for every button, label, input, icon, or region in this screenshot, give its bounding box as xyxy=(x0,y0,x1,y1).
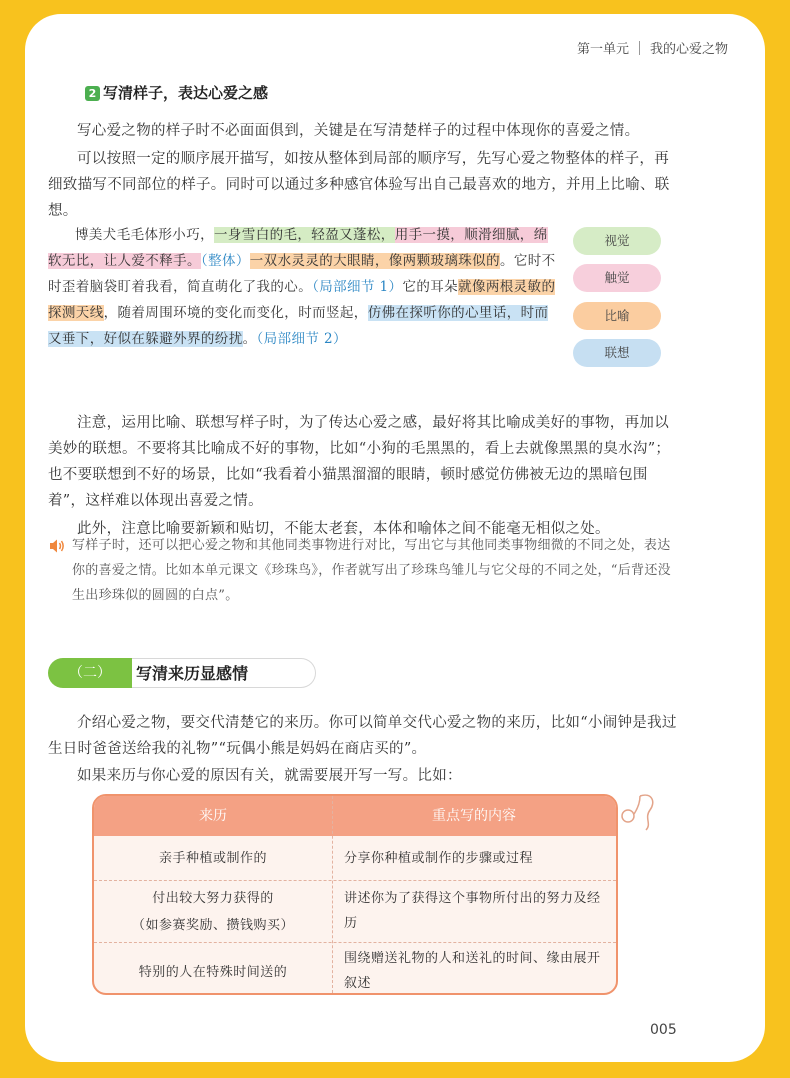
speaker-icon xyxy=(48,538,66,554)
legend-metaphor: 比喻 xyxy=(573,302,661,330)
paragraph: 如果来历与你心爱的原因有关，就需要展开写一写。比如： xyxy=(77,768,462,784)
note-detail-1: （局部细节 1） xyxy=(312,279,403,295)
highlight-metaphor: 就像两根灵敏的探测天线 xyxy=(48,279,556,321)
paragraph: 写心爱之物的样子时不必面面俱到，关键是在写清楚样子的过程中体现你的喜爱之情。 xyxy=(77,123,640,139)
sample-text: 。它时不时歪着脑袋盯着我看，简直萌化了我的心。 xyxy=(48,253,556,295)
highlight-association: 仿佛在探听你的心里话，时而又垂下，好似在躲避外界的纷扰 xyxy=(48,305,549,347)
column-divider xyxy=(332,796,333,993)
section-2-title: 写清来历显感情 xyxy=(132,658,316,688)
note-overall: （整体） xyxy=(200,253,250,269)
tag-decoration-icon xyxy=(600,784,660,844)
table-header-origin: 来历 xyxy=(199,808,227,824)
section-heading-text: 写清样子，表达心爱之感 xyxy=(103,84,269,102)
table-cell-content: 围绕赠送礼物的人和送礼的时间、缘由展开叙述 xyxy=(344,951,601,991)
legend-touch: 触觉 xyxy=(573,264,661,292)
tip-text: 写样子时，还可以把心爱之物和其他同类事物进行对比，写出它与其他同类事物细微的不同之处，表达你的喜爱之情。比如本单元课文《珍珠鸟》，作者就写出了珍珠鸟雏儿与它父母的不同之处，“后背还没生出珍珠似的圆圆的白点”。 xyxy=(72,538,671,603)
row-divider xyxy=(94,942,616,943)
table-cell-content: 讲述你为了获得这个事物所付出的努力及经历 xyxy=(344,891,601,931)
row-divider xyxy=(94,880,616,881)
sample-passage xyxy=(48,222,560,352)
sample-text: 它的耳朵 xyxy=(402,279,459,295)
sample-text: 博美犬毛毛体形小巧， xyxy=(75,227,214,243)
highlight-visual: 一身雪白的毛，轻盈又蓬松， xyxy=(214,227,395,243)
table-cell-origin: 特别的人在特殊时间送的 xyxy=(138,965,288,980)
paragraph: 此外，注意比喻要新颖和贴切，不能太老套，本体和喻体之间不能毫无相似之处。 xyxy=(77,521,610,537)
legend-association: 联想 xyxy=(573,339,661,367)
table-cell-origin: 付出较大努力获得的 xyxy=(152,891,274,906)
section-2-tag: （二） xyxy=(48,658,132,688)
table-cell-origin-note: （如参赛奖励、攒钱购买） xyxy=(131,918,294,933)
paragraph: 注意，运用比喻、联想写样子时，为了传达心爱之感，最好将其比喻成美好的事物，再加以美妙的联想。不要将其比喻成不好的事物，比如“小狗的毛黑黑的，看上去就像黑黑的臭水沟”；也不要联想到不好的场景，比如“我看着小猫黑溜溜的眼睛，顿时感觉仿佛被无边的黑暗包围着”，这样难以体现出喜爱之情。 xyxy=(48,415,671,509)
highlight-metaphor: 一双水灵灵的大眼睛，像两颗玻璃珠似的 xyxy=(249,253,500,269)
highlight-touch: 让人爱不释手。 xyxy=(103,253,201,269)
section-heading xyxy=(85,82,268,103)
note-detail-2: （局部细节 2） xyxy=(256,331,347,347)
table-cell-content: 分享你种植或制作的步骤或过程 xyxy=(344,851,534,866)
unit-title: 我的心爱之物 xyxy=(649,42,728,57)
paragraph: 可以按照一定的顺序展开描写，如按从整体到局部的顺序写，先写心爱之物整体的样子，再细致描写不同部位的样子。同时可以通过多种感官体验写出自己最喜欢的地方，并用上比喻、联想。 xyxy=(48,151,670,219)
header-divider xyxy=(639,41,640,55)
page-header xyxy=(577,38,728,57)
table-cell-origin: 亲手种植或制作的 xyxy=(158,851,267,866)
legend-visual: 视觉 xyxy=(573,227,661,255)
page-number: 005 xyxy=(650,1022,677,1038)
paragraph: 介绍心爱之物，要交代清楚它的来历。你可以简单交代心爱之物的来历，比如“小闹钟是我过生日时爸爸送给我的礼物”“玩偶小熊是妈妈在商店买的”。 xyxy=(48,715,677,757)
table-header-content: 重点写的内容 xyxy=(432,808,516,824)
highlight-touch: 用手一摸，顺滑细腻，绵软无比， xyxy=(48,227,548,269)
sample-text: ，随着周围环境的变化而变化，时而竖起， xyxy=(103,305,368,321)
section-number-badge: 2 xyxy=(85,86,100,101)
origin-table xyxy=(92,794,618,995)
sample-text: 。 xyxy=(242,331,257,347)
unit-label: 第一单元 xyxy=(576,42,629,57)
